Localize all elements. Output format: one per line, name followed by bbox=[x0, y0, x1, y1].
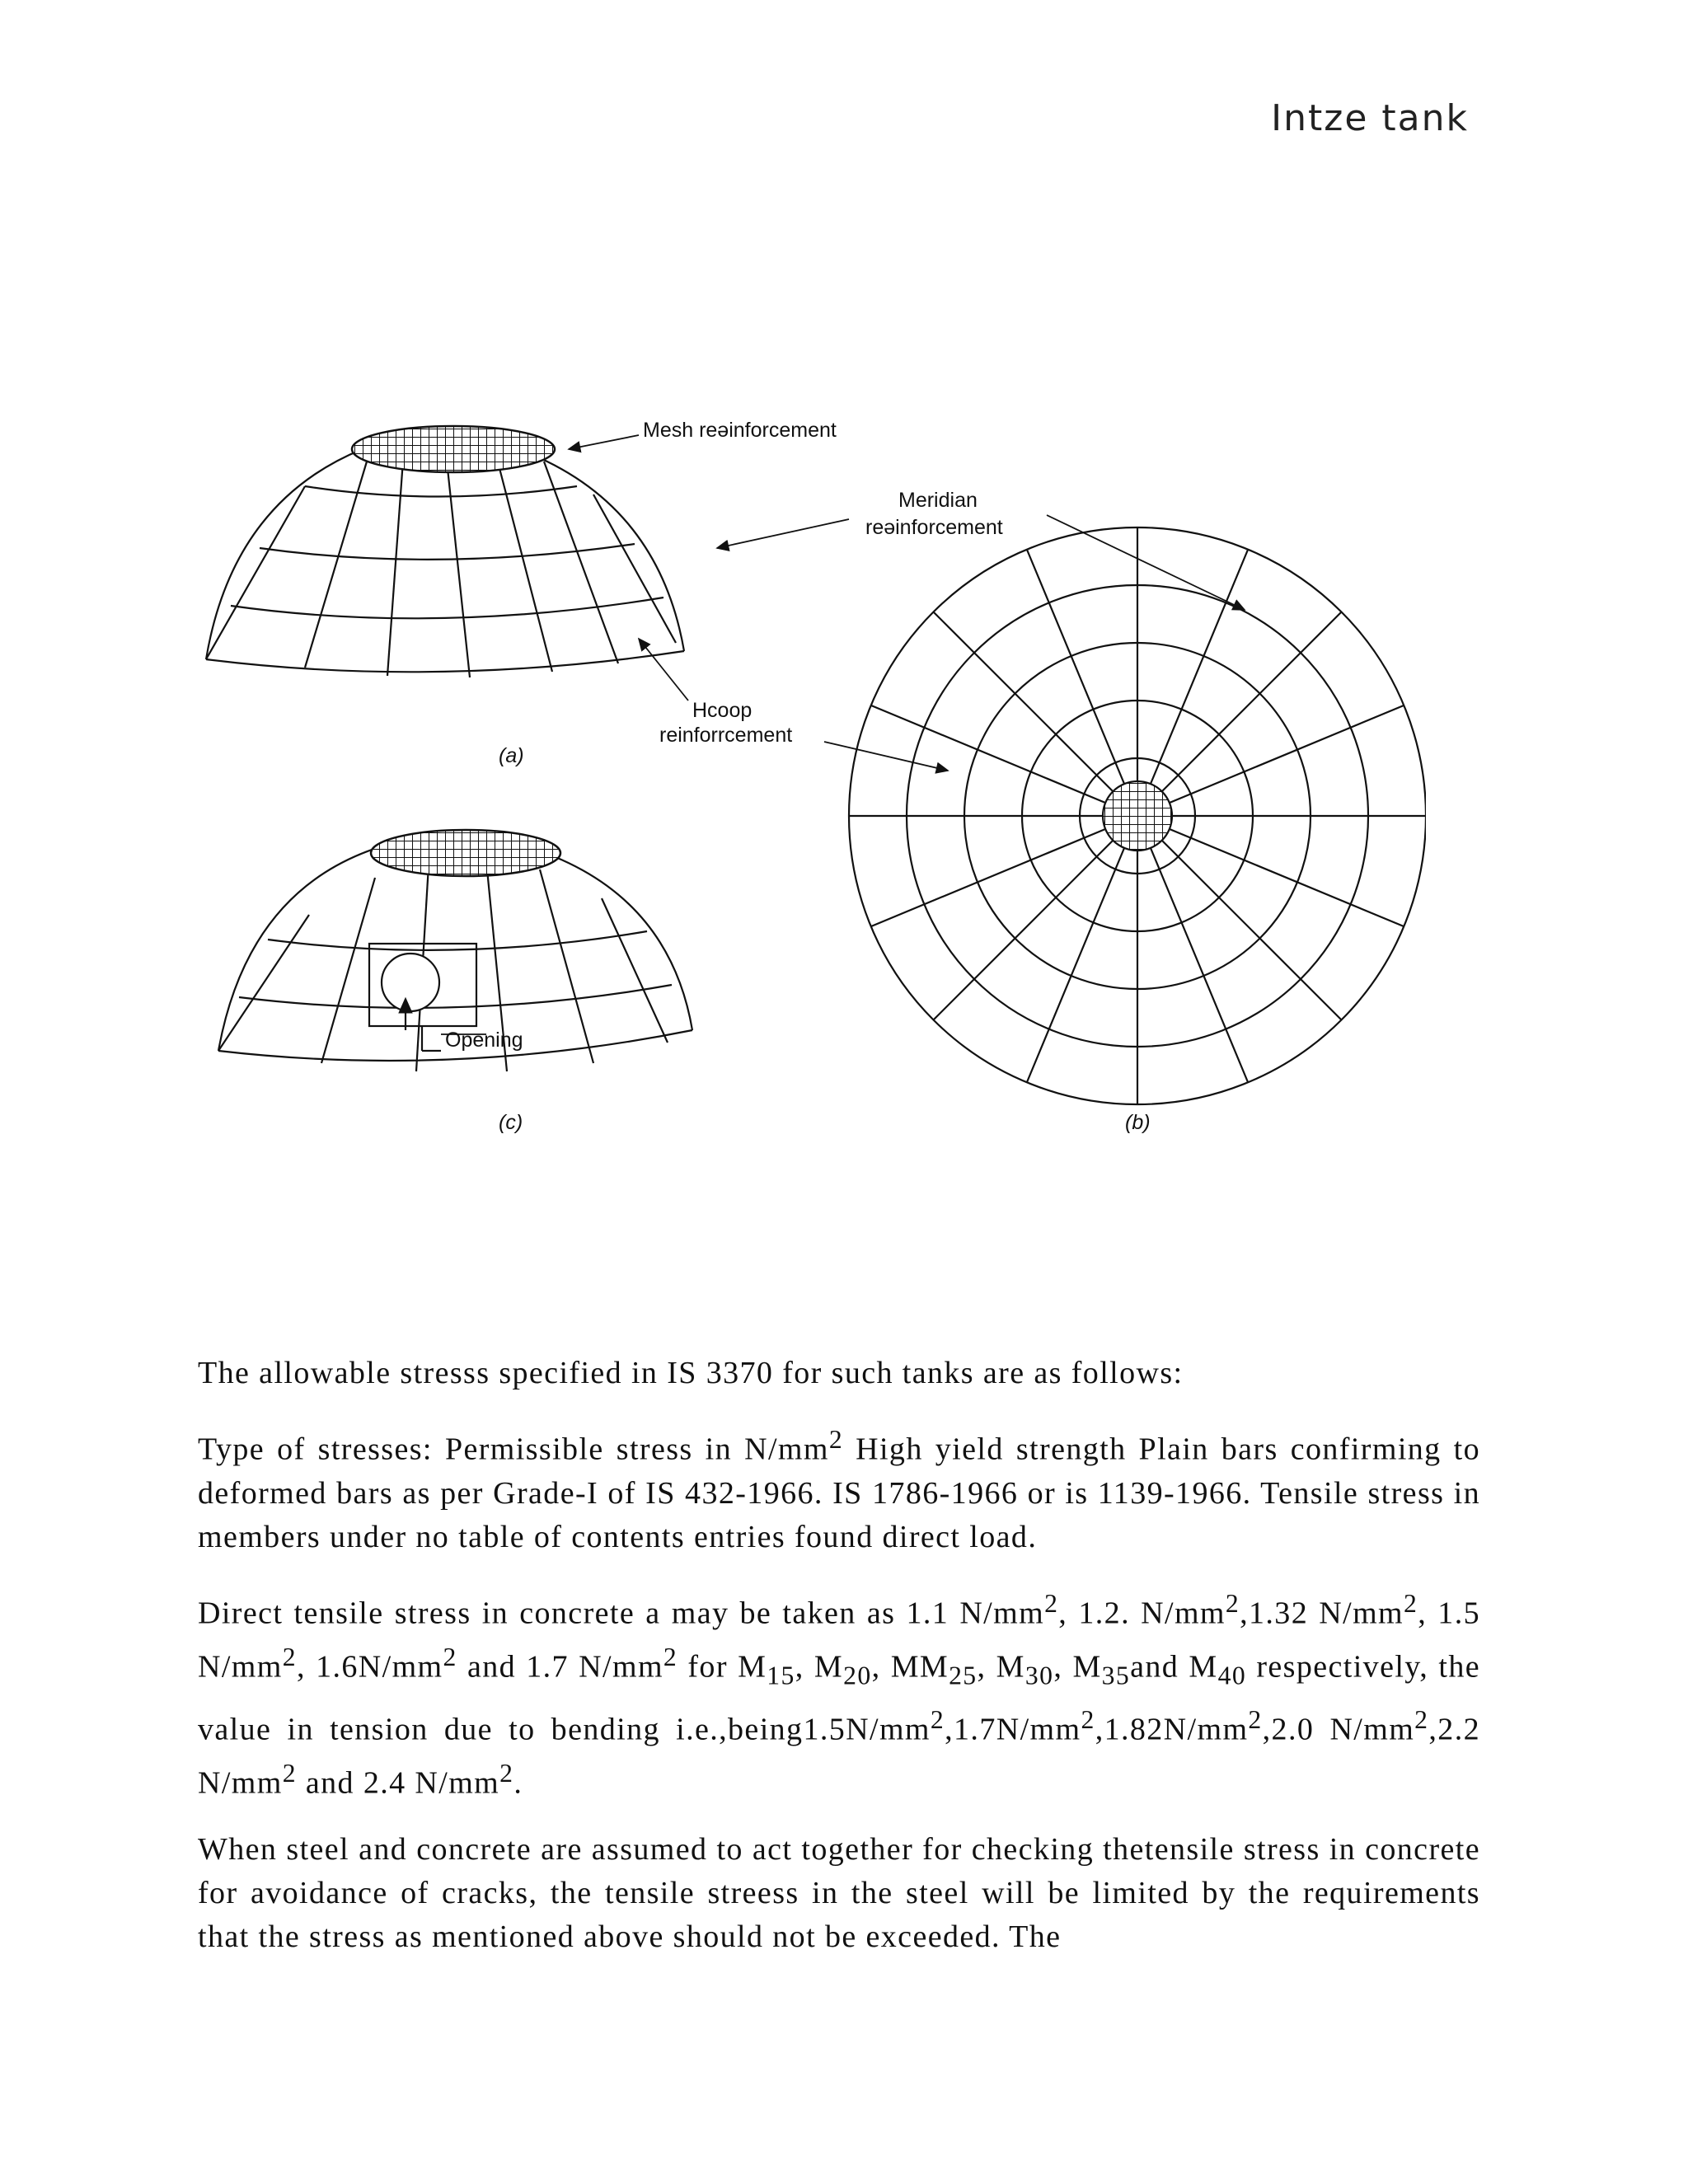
mesh-reinforcement-label: Mesh reəinforcement bbox=[643, 419, 837, 442]
opening-label: Opening bbox=[445, 1029, 523, 1052]
meridian-label-line2: reəinforcement bbox=[865, 516, 1003, 539]
paragraph-3: Direct tensile stress in concrete a may be taken as 1.1 $N/mm^2$, 1.2. $N/mm^2,1.32$ $N/mm^2$, 1.5 $N/mm^2$, $1.6N/mm^2$ and 1.7 $N/mm^2$ for $M_{15}$, $M_{20}$, $MM_{25}$, $M_{30}$, $M_{35}and$ $M_{40}$ respectively, the value in tension due to bending $i.e.,being1.5N/mm^2,1.7N/mm^2,1.82N/mm^2,2.0$ $N/mm^2,2.2$ $N/mm^2$ and 2.4 $N/mm^2$. bbox=[198, 1588, 1481, 1801]
hoop-label-line1: Hcoop bbox=[692, 699, 753, 722]
paragraph-4: When steel and concrete are assumed to act together for checking thetensile stress in concrete for avoidance of cracks, the tensile streess in the steel will be limited by the requirements that the stress as mentioned above should not be exceeded. The bbox=[198, 1831, 1480, 1954]
body-text bbox=[198, 1352, 1480, 1981]
meridian-label-line1: Meridian bbox=[898, 489, 978, 512]
plan-view-b bbox=[849, 527, 1426, 1104]
paragraph-2: Type of stresses: Permissible stress in $N/mm^2$ High yield strength Plain bars confirming to deformed bars as per Grade-I of IS 432-1966. IS 1786-1966 or is 1139-1966. Tensile stress in members under no table of contents entries found direct load. bbox=[198, 1425, 1481, 1554]
paragraph-1: The allowable stresss specified in IS 3370 for such tanks are as follows: bbox=[198, 1356, 1184, 1390]
page-header-title: Intze tank bbox=[1271, 97, 1469, 139]
mesh-area-c bbox=[371, 830, 560, 876]
figure-drawing bbox=[190, 404, 1426, 1146]
subfigure-b-label: (b) bbox=[1125, 1111, 1151, 1134]
dome-reinforcement-figure bbox=[190, 404, 1426, 1146]
subfigure-a-label: (a) bbox=[499, 744, 524, 767]
subfigure-c-label: (c) bbox=[499, 1111, 523, 1134]
mesh-area-a bbox=[352, 426, 555, 472]
hoop-label-line2: reinforrcement bbox=[659, 724, 793, 747]
